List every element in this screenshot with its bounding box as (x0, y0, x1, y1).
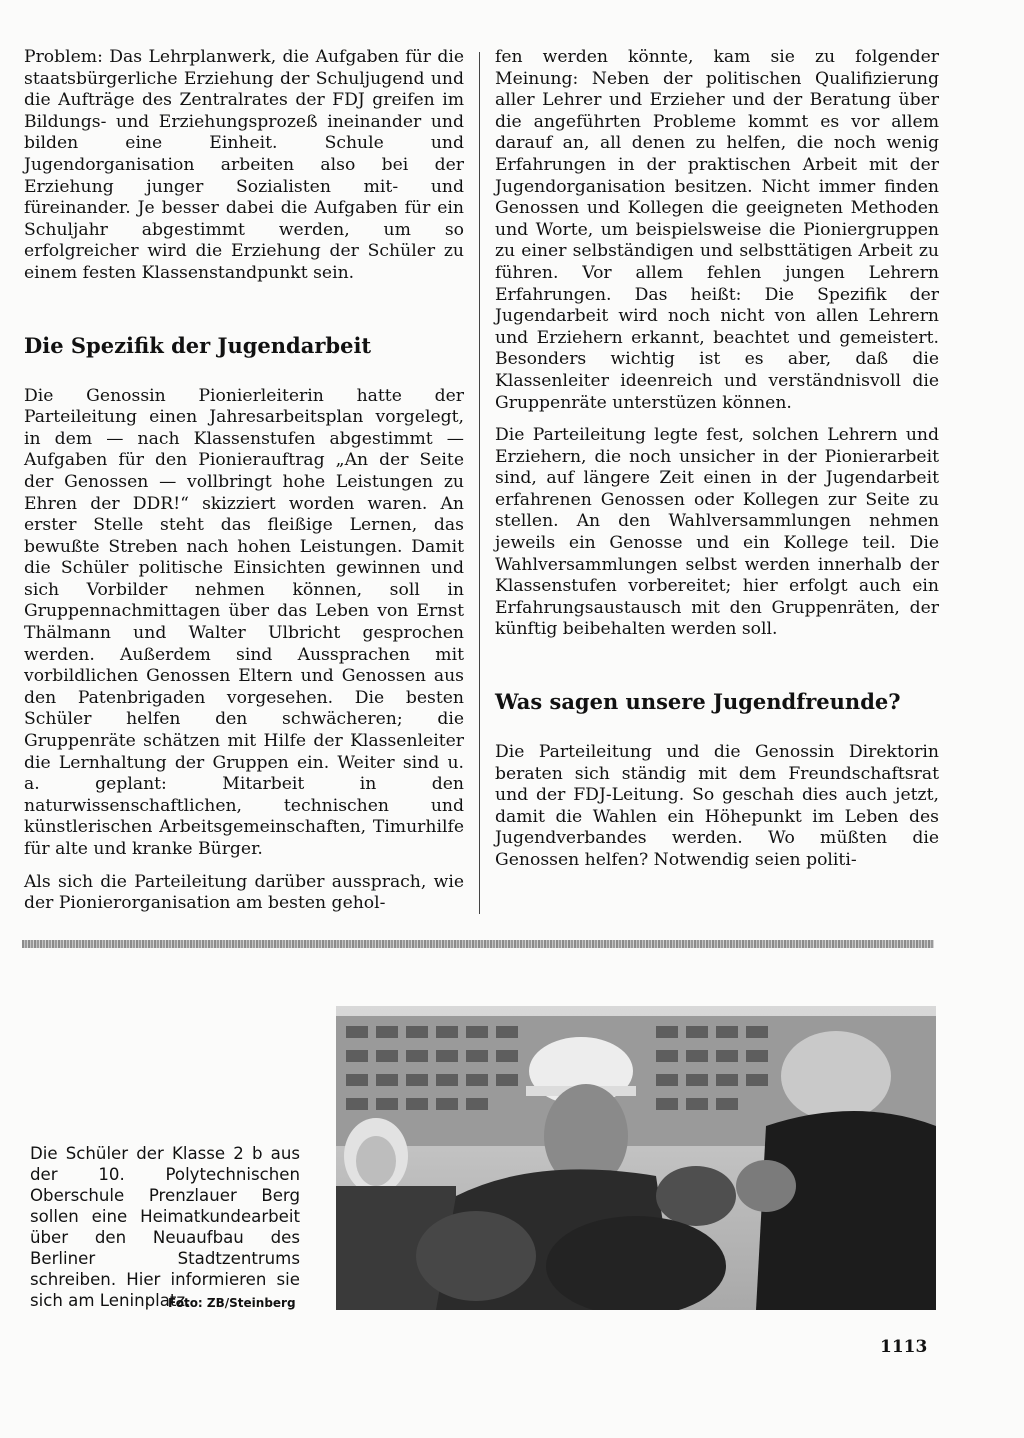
heading-spezifik: Die Spezifik der Jugendarbeit (24, 332, 372, 358)
left-paragraph-parteileitung: Als sich die Parteileitung darüber aussprach, wie der Pionierorganisation am besten gehol- (24, 871, 464, 914)
photo-credit: Foto: ZB/Steinberg (168, 1296, 296, 1310)
page-number: 1113 (880, 1337, 928, 1357)
halftone-separator (22, 940, 934, 948)
right-paragraph-continued: fen werden könnte, kam sie zu folgender Meinung: Neben der politischen Qualifizierung aller Lehrer und Erzieher und der Beratung über die angeführten Probleme kommt es vor allem darauf an, all denen zu helfen, die noch wenig Erfahrungen in der praktischen Arbeit mit der Jugendorganisation besitzen. Nicht immer finden Genossen und Kollegen die geeigneten Methoden und Worte, um beispielsweise die Pioniergruppen zu einer selbständigen und selbsttätigen Arbeit zu führen. Vor allem fehlen jungen Lehrern Erfahrungen. Das heißt: Die Spezifik der Jugendarbeit wird noch nicht von allen Lehrern und Erziehern erkannt, beachtet und gemeistert. Besonders wichtig ist es aber, daß die Klassenleiter ideenreich und verständnisvoll die Gruppenräte unterstüzen können. (495, 47, 939, 413)
photo-caption: Die Schüler der Klasse 2 b aus der 10. Polytechnischen Oberschule Prenzlauer Berg sollen eine Heimatkundearbeit über den Neuaufbau des Berliner Stadtzentrums schreiben. Hier informieren sie sich am Leninplatz. (30, 1144, 300, 1310)
heading-jugendfreunde: Was sagen unsere Jugendfreunde? (495, 689, 901, 715)
column-rule (479, 52, 480, 914)
right-paragraph-beratung: Die Parteileitung und die Genossin Direktorin beraten sich ständig mit dem Freundschaftsrat und der FDJ-Leitung. So geschah dies auch jetzt, damit die Wahlen ein Höhepunkt im Leben des Jugendverbandes werden. Wo müßten die Genossen helfen? Notwendig seien politi- (495, 742, 939, 870)
left-paragraph-problem: Problem: Das Lehrplanwerk, die Aufgaben für die staatsbürgerliche Erziehung der Schuljugend und die Aufträge des Zentralrates der FDJ greifen im Bildungs- und Erziehungsprozeß ineinander und bilden eine Einheit. Schule und Jugendorganisation arbeiten also bei der Erziehung junger Sozialisten mit- und füreinander. Je besser dabei die Aufgaben für ein Schuljahr abgestimmt werden, um so erfolgreicher wird die Erziehung der Schüler zu einem festen Klassenstandpunkt sein. (24, 47, 464, 283)
right-column (495, 47, 939, 872)
photo-leninplatz (336, 1006, 936, 1310)
left-paragraph-pionierleiterin: Die Genossin Pionierleiterin hatte der Parteileitung einen Jahresarbeitsplan vorgelegt, in dem — nach Klassenstufen abgestimmt — Aufgaben für den Pionierauftrag „An der Seite der Genossen — vollbringt hohe Leistungen zu Ehren der DDR!“ skizziert worden waren. An erster Stelle steht das fleißige Lernen, das bewußte Streben nach hohen Leistungen. Damit die Schüler politische Einsichten gewinnen und sich Vorbilder nehmen können, soll in Gruppennachmittagen über das Leben von Ernst Thälmann und Walter Ulbricht gesprochen werden. Außerdem sind Aussprachen mit vorbildlichen Genossen Eltern und Genossen aus den Patenbrigaden vorgesehen. Die besten Schüler helfen den schwächeren; die Gruppenräte schätzen mit Hilfe der Klassenleiter die Lernhaltung der Gruppen ein. Weiter sind u. a. geplant: Mitarbeit in den naturwissenschaftlichen, technischen und künstlerischen Arbeitsgemeinschaften, Timurhilfe für alte und kranke Bürger. (24, 385, 464, 859)
photo-illustration (336, 1006, 936, 1310)
right-paragraph-festlegung: Die Parteileitung legte fest, solchen Lehrern und Erziehern, die noch unsicher in der Pionierarbeit sind, auf längere Zeit einen in der Jugendarbeit erfahrenen Genossen oder Kollegen zur Seite zu stellen. An den Wahlversammlungen nehmen jeweils ein Genosse und ein Kollege teil. Die Wahlversammlungen selbst werden innerhalb der Klassenstufen vorbereitet; hier erfolgt auch ein Erfahrungsaustausch mit den Gruppenräten, der künftig beibehalten werden soll. (495, 425, 939, 640)
left-column (24, 47, 464, 915)
